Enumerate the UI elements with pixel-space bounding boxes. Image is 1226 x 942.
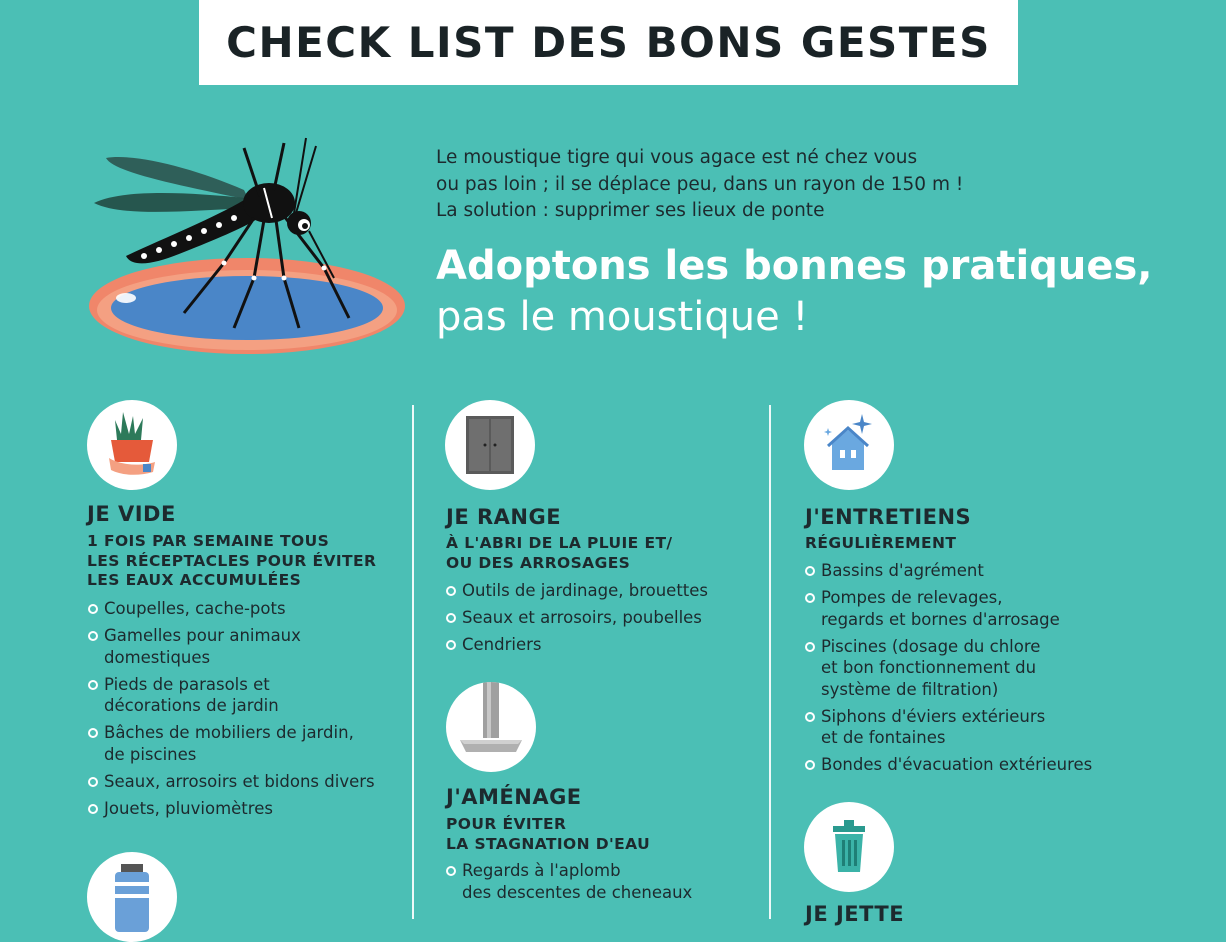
list-item: Siphons d'éviers extérieurs et de fontaines [805, 706, 1092, 749]
list-amenage [446, 860, 692, 909]
intro-paragraph [436, 145, 1196, 225]
house-sparkle-icon [804, 400, 894, 490]
list-vide [88, 598, 375, 825]
list-item: Piscines (dosage du chlore et bon fonctionnement du système de filtration) [805, 636, 1092, 701]
intro-line: La solution : supprimer ses lieux de ponte [436, 200, 825, 221]
post-base-icon [446, 682, 536, 772]
list-item: Seaux, arrosoirs et bidons divers [88, 771, 375, 793]
cabinet-icon [445, 400, 535, 490]
intro-line: Le moustique tigre qui vous agace est né chez vous [436, 147, 918, 168]
section-subtitle-vide: 1 FOIS PAR SEMAINE TOUS LES RÉCEPTACLES POUR ÉVITER LES EAUX ACCUMULÉES [87, 532, 377, 589]
list-item: Gamelles pour animaux domestiques [88, 625, 375, 668]
column-divider [769, 405, 771, 919]
section-subtitle-range: À L'ABRI DE LA PLUIE ET/ OU DES ARROSAGES [446, 534, 673, 572]
water-container-icon [87, 852, 177, 942]
list-entretiens [805, 560, 1092, 781]
slogan-light: pas le moustique ! [436, 294, 809, 340]
trash-bin-icon [804, 802, 894, 892]
mosquito-illustration [84, 128, 410, 364]
section-title-range: JE RANGE [446, 505, 562, 529]
page-title: CHECK LIST DES BONS GESTES [226, 18, 991, 67]
section-title-jette: JE JETTE [805, 902, 905, 926]
section-subtitle-entretiens: RÉGULIÈREMENT [805, 534, 957, 552]
list-item: Bondes d'évacuation extérieures [805, 754, 1092, 776]
list-item: Bassins d'agrément [805, 560, 1092, 582]
column-divider [412, 405, 414, 919]
plant-pot-icon [87, 400, 177, 490]
slogan-bold: Adoptons les bonnes pratiques, [436, 243, 1153, 289]
list-item: Pompes de relevages, regards et bornes d'arrosage [805, 587, 1092, 630]
section-title-amenage: J'AMÉNAGE [446, 785, 582, 809]
list-item: Cendriers [446, 634, 708, 656]
list-item: Pieds de parasols et décorations de jardin [88, 674, 375, 717]
list-item: Jouets, pluviomètres [88, 798, 375, 820]
intro-line: ou pas loin ; il se déplace peu, dans un rayon de 150 m ! [436, 173, 964, 195]
section-title-vide: JE VIDE [87, 502, 176, 526]
section-subtitle-amenage: POUR ÉVITER LA STAGNATION D'EAU [446, 815, 651, 853]
list-item: Regards à l'aplomb des descentes de cheneaux [446, 860, 692, 903]
list-item: Coupelles, cache-pots [88, 598, 375, 620]
list-item: Outils de jardinage, brouettes [446, 580, 708, 602]
section-title-entretiens: J'ENTRETIENS [805, 505, 972, 529]
list-item: Bâches de mobiliers de jardin, de piscines [88, 722, 375, 765]
list-range [446, 580, 708, 661]
title-banner [199, 0, 1018, 85]
list-item: Seaux et arrosoirs, poubelles [446, 607, 708, 629]
